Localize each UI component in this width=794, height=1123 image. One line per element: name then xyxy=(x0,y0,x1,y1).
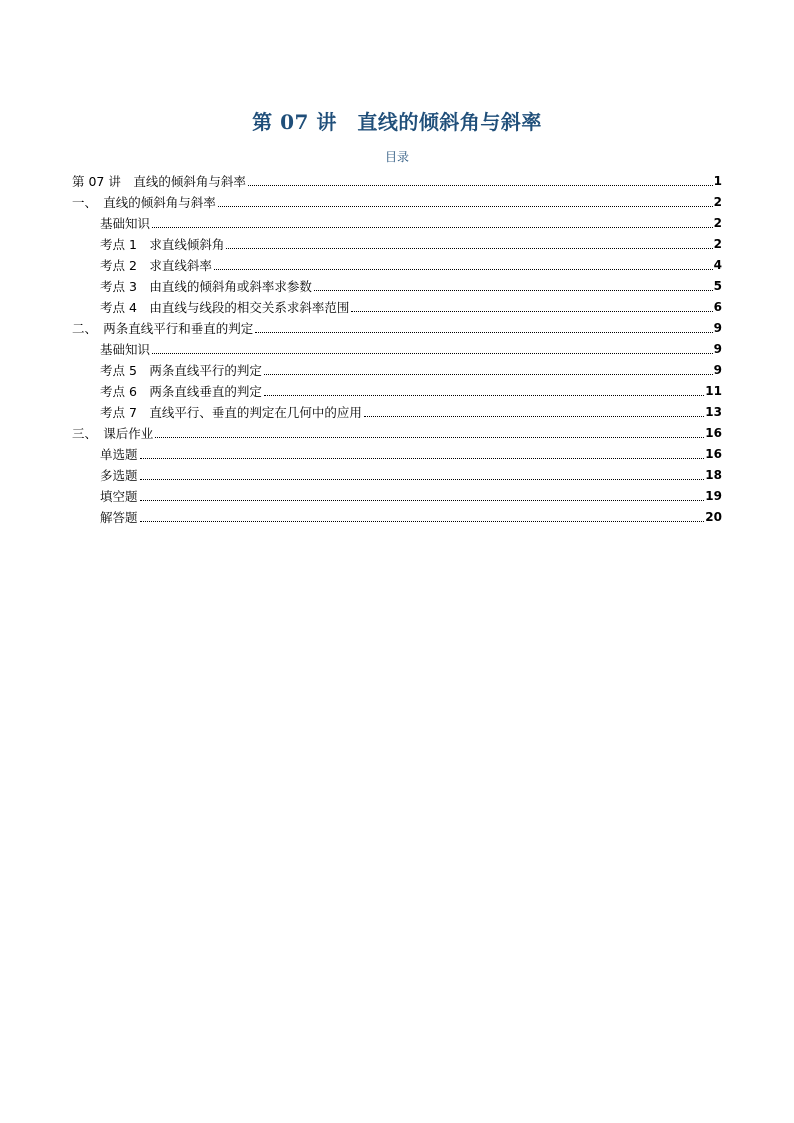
toc-entry[interactable] xyxy=(72,462,722,483)
toc-leader-dots xyxy=(155,437,704,438)
toc-leader-dots xyxy=(248,185,713,186)
toc-entry[interactable] xyxy=(72,315,722,336)
table-of-contents xyxy=(72,168,722,525)
toc-entry-page: 5 xyxy=(713,279,722,293)
toc-leader-dots xyxy=(255,332,712,333)
toc-entry-label: 填空题 xyxy=(100,489,138,504)
document-title: 第 07 讲 直线的倾斜角与斜率 xyxy=(252,110,542,134)
toc-entry-page: 9 xyxy=(713,342,722,356)
toc-leader-dots xyxy=(214,269,713,270)
toc-entry[interactable] xyxy=(72,483,722,504)
toc-entry-label: 考点 4 由直线与线段的相交关系求斜率范围 xyxy=(100,300,350,315)
toc-entry-label: 考点 3 由直线的倾斜角或斜率求参数 xyxy=(100,279,312,294)
toc-entry[interactable] xyxy=(72,504,722,525)
toc-entry-page: 9 xyxy=(713,321,722,335)
toc-entry-page: 4 xyxy=(713,258,722,272)
toc-entry-page: 9 xyxy=(713,363,722,377)
toc-entry-page: 19 xyxy=(705,489,722,503)
toc-entry-page: 13 xyxy=(705,405,722,419)
toc-entry-page: 20 xyxy=(705,510,722,524)
toc-entry[interactable] xyxy=(72,168,722,189)
toc-entry-label: 考点 6 两条直线垂直的判定 xyxy=(100,384,262,399)
toc-leader-dots xyxy=(140,500,705,501)
toc-entry-label: 考点 1 求直线倾斜角 xyxy=(100,237,225,252)
toc-entry-label: 一、 直线的倾斜角与斜率 xyxy=(72,195,216,210)
toc-entry[interactable] xyxy=(72,273,722,294)
toc-leader-dots xyxy=(226,248,712,249)
toc-entry-page: 2 xyxy=(713,195,722,209)
toc-entry-label: 解答题 xyxy=(100,510,138,525)
toc-leader-dots xyxy=(364,416,704,417)
toc-entry-page: 1 xyxy=(713,174,722,188)
toc-entry-page: 16 xyxy=(705,447,722,461)
toc-entry-page: 6 xyxy=(713,300,722,314)
toc-entry-label: 多选题 xyxy=(100,468,138,483)
toc-entry-label: 单选题 xyxy=(100,447,138,462)
toc-entry[interactable] xyxy=(72,420,722,441)
toc-entry-page: 11 xyxy=(705,384,722,398)
toc-entry[interactable] xyxy=(72,399,722,420)
toc-entry[interactable] xyxy=(72,189,722,210)
toc-entry[interactable] xyxy=(72,378,722,399)
toc-entry-label: 考点 2 求直线斜率 xyxy=(100,258,212,273)
toc-entry-page: 16 xyxy=(705,426,722,440)
toc-leader-dots xyxy=(351,311,712,312)
toc-entry[interactable] xyxy=(72,252,722,273)
toc-entry-page: 2 xyxy=(713,216,722,230)
toc-entry-page: 2 xyxy=(713,237,722,251)
toc-leader-dots xyxy=(140,521,705,522)
toc-leader-dots xyxy=(140,458,705,459)
toc-entry-label: 二、 两条直线平行和垂直的判定 xyxy=(72,321,254,336)
toc-entry[interactable] xyxy=(72,210,722,231)
toc-entry-label: 考点 7 直线平行、垂直的判定在几何中的应用 xyxy=(100,405,362,420)
toc-entry-label: 基础知识 xyxy=(100,216,151,231)
toc-entry-label: 考点 5 两条直线平行的判定 xyxy=(100,363,262,378)
toc-leader-dots xyxy=(314,290,713,291)
toc-leader-dots xyxy=(264,395,704,396)
toc-entry-label: 基础知识 xyxy=(100,342,151,357)
toc-entry-label: 三、 课后作业 xyxy=(72,426,154,441)
toc-entry-page: 18 xyxy=(705,468,722,482)
toc-leader-dots xyxy=(140,479,705,480)
toc-entry[interactable] xyxy=(72,357,722,378)
toc-leader-dots xyxy=(264,374,713,375)
toc-leader-dots xyxy=(218,206,713,207)
toc-entry[interactable] xyxy=(72,336,722,357)
toc-leader-dots xyxy=(152,227,713,228)
toc-entry[interactable] xyxy=(72,294,722,315)
toc-leader-dots xyxy=(152,353,713,354)
toc-entry[interactable] xyxy=(72,441,722,462)
toc-entry[interactable] xyxy=(72,231,722,252)
toc-entry-label: 第 07 讲 直线的倾斜角与斜率 xyxy=(72,174,246,189)
toc-heading: 目录 xyxy=(384,150,409,164)
